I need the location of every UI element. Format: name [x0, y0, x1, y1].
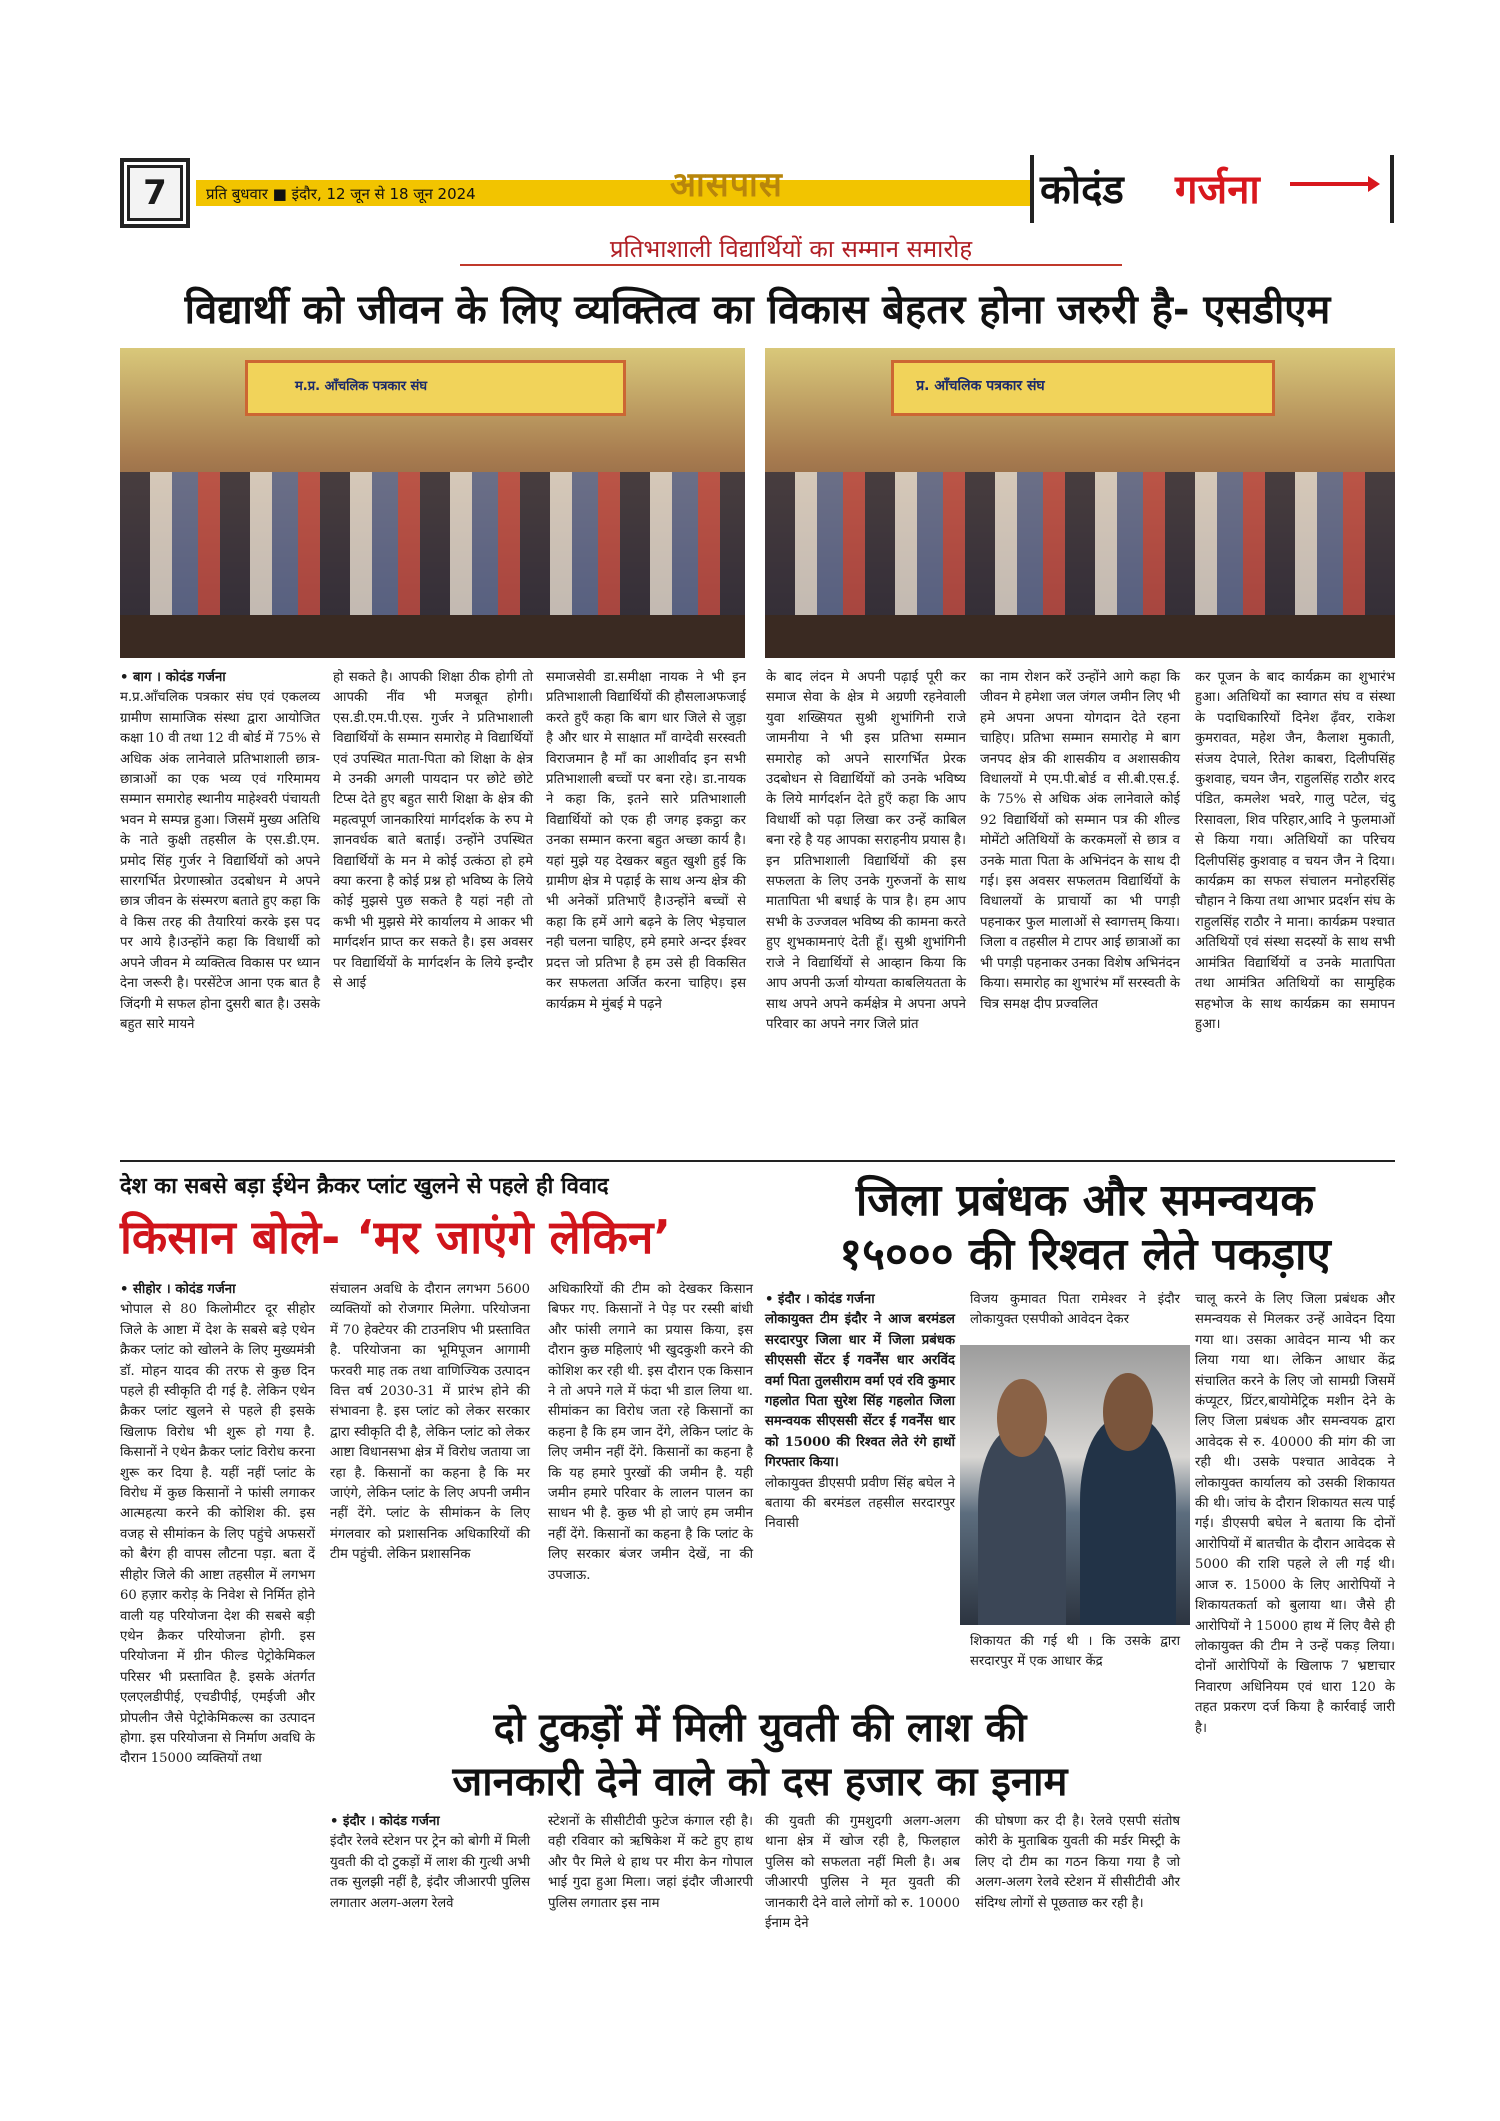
story2-column-2: संचालन अवधि के दौरान लगभग 5600 व्यक्तियों को रोजगार मिलेगा. परियोजना में 70 हेक्टेयर की टाउनशिप भी प्रस्तावित है. परियोजना का भूमिपूजन आगामी फरवरी माह तक तथा वाणिज्यिक उत्पादन वित्त वर्ष 2030-31 में प्रारंभ होने की संभावना है. इस प्लांट को लेकर सरकार द्वारा स्वीकृति दी है, लेकिन प्लांट को लेकर आष्टा विधानसभा क्षेत्र में विरोध जताया जा रहा है. किसानों का कहना है कि मर जाएंगे, लेकिन प्लांट के लिए अपनी जमीन नहीं देंगे. प्लांट के सीमांकन के लिए मंगलवार को प्रशासनिक अधिकारियों की टीम पहुंची. लेकिन प्रशासनिक [330, 1282, 530, 1563]
story3-column-2-top: विजय कुमावत पिता रामेश्वर ने इंदौर लोकायुक्त एसपीको आवेदन देकर [970, 1292, 1180, 1328]
photo-floor [120, 615, 745, 658]
person-head [997, 1379, 1048, 1457]
story1-column-2: हो सकते है। आपकी शिक्षा ठीक होगी तो आपकी नींव भी मजबूत होगी। एस.डी.एम.पी.एस. गुर्जर ने प्रतिभाशाली विद्यार्थियों के सम्मान समारोह मे विद्यार्थियों एवं उपस्थित माता-पिता को शिक्षा के क्षेत्र मे उनकी अगली पायदान पर छोटे छोटे टिप्स देते हुए बहुत सारी शिक्षा के क्षेत्र की महत्वपूर्ण जानकारियां मार्गदर्शक के रुप मे ज्ञानवर्धक बाते बताई। उन्होंने उपस्थित विद्यार्थियों के मन मे कोई उत्कंठा हो हमे क्या करना है कोई प्रश्न हो भविष्य के लिये कोई मुझसे पुछ सकते है यहां नही तो कभी भी मुझसे मेरे कार्यालय मे आकर भी मार्गदर्शन प्राप्त कर सकते है। इस अवसर पर विद्यार्थियों के मार्गदर्शन के लिये इन्दौर से आई [333, 670, 533, 992]
story1-kicker: प्रतिभाशाली विद्यार्थियों का सम्मान समारोह [609, 235, 973, 263]
story4-column-2: स्टेशनों के सीसीटीवी फुटेज कंगाल रही है। वही रविवार को ऋषिकेश में कटे हुए हाथ और पैर मिले थे हाथ पर मीरा केन गोपाल भाई गुदा हुआ मिला। जहां इंदौर जीआरपी पुलिस लगातार इस नाम [548, 1814, 753, 1911]
person-head [1103, 1373, 1154, 1451]
story3-headline-line1: जिला प्रबंधक और समन्वयक [855, 1175, 1315, 1226]
story4-column-3: की युवती की गुमशुदगी अलग-अलग थाना क्षेत्र में खोज रही है, फिलहाल पुलिस को सफलता नहीं मिली है। अब जीआरपी पुलिस ने मृत युवती की जानकारी देने वाले लोगों को रु. 10000 ईनाम देने [765, 1814, 960, 1932]
story1-byline: • बाग । कोदंड गर्जना [120, 670, 226, 685]
story1-column-3: समाजसेवी डा.समीक्षा नायक ने भी इन प्रतिभाशाली विद्यार्थियों की हौसलाअफजाई करते हुएँ कहा कि बाग धार जिले से जुड़ा है और धार मे साक्षात माँ वाग्देवी सरस्वती विराजमान है माँ का आशीर्वाद इन सभी प्रतिभाशाली बच्चों पर बना रहे। डा.नायक ने कहा कि, इतने सारे प्रतिभाशाली विद्यार्थियों को एक ही जगह इकट्ठा कर उनका सम्मान करना बहुत अच्छा कार्य है।यहां मुझे यह देखकर बहुत खुशी हुई कि ग्रामीण क्षेत्र मे पढ़ाई के साथ अन्य क्षेत्र की भी अनेकों प्रतिभाएँ है।उन्होंने बच्चों से कहा कि हमें आगे बढ़ने के लिए भेड़चाल नही चलना चाहिए, हमे हमारे अन्दर ईश्वर प्रदत्त जो प्रतिभा है हम उसे ही विकसित कर सफलता अर्जित करना चाहिए। इस कार्यक्रम मे मुंबई मे पढ़ने [546, 670, 746, 1012]
photo-banner-text: म.प्र. आँचलिक पत्रकार संघ [295, 378, 428, 394]
story1-column-6: कर पूजन के बाद कार्यक्रम का शुभारंभ हुआ। अतिथियों का स्वागत संघ व संस्था के पदाधिकारियों दिनेश ढ़ँवर, राकेश कुमरावत, महेश जैन, कैलाश मुकाती, संजय देपाले, रितेश काबरा, दिलीपसिंह कुशवाह, चयन जैन, राहुलसिंह राठौर शरद पंडित, कमलेश भवरे, गालु पटेल, चंदु रिसावला, शिव परिहार,आदि ने फुलमाओं से किया गया। अतिथियों का परिचय दिलीपसिंह कुशवाह व चयन जैन ने दिया। कार्यक्रम का सफल संचालन मनोहरसिंह चौहान ने किया तथा आभार प्रदर्शन संघ के राहुलसिंह राठौर ने माना। कार्यक्रम पश्चात अतिथियों एवं संस्था सदस्यों के साथ सभी आमंत्रित विद्यार्थियों व उनके मातापिता तथा आमंत्रित अतिथियों का सामुहिक सहभोज के साथ कार्यक्रम का समापन हुआ। [1195, 670, 1395, 1032]
story2-column-3: अधिकारियों की टीम को देखकर किसान बिफर गए. किसानों ने पेड़ पर रस्सी बांधी और फांसी लगाने का प्रयास किया, इस दौरान कुछ महिलाएं भी खुदकुशी करने की कोशिश कर रही थी. इस दौरान एक किसान ने तो अपने गले में फंदा भी डाल लिया था. सीमांकन का विरोध जता रहे किसानों का कहना है कि हम जान देंगे, लेकिन प्लांट के लिए जमीन नहीं देंगे. किसानों का कहना है कि यह हमारे पुरखों की जमीन है. यही जमीन हमारे परिवार के लालन पालन का साधन भी है. कुछ भी हो जाएं हम जमीन नहीं देंगे. किसानों का कहना है कि प्लांट के लिए सरकार बंजर जमीन देखें, ना की उपजाऊ. [548, 1282, 753, 1583]
brand-divider-right [1390, 155, 1394, 223]
brand-name-part1: कोदंड [1040, 167, 1124, 213]
kicker-underline [460, 264, 1122, 266]
award-ceremony-photo-1 [120, 348, 745, 658]
story4-column-4: की घोषणा कर दी है। रेलवे एसपी संतोष कोरी के मुताबिक युवती की मर्डर मिस्ट्री के लिए दो टीम का गठन किया गया है जो अलग-अलग रेलवे स्टेशन में सीसीटीवी और संदिग्ध लोगों से पूछताछ कर रही है। [975, 1814, 1180, 1911]
story4-byline: • इंदौर । कोदंड गर्जना [330, 1814, 440, 1829]
story3-byline: • इंदौर । कोदंड गर्जना [765, 1292, 875, 1307]
section-divider [120, 1160, 1395, 1162]
story4-headline-line2: जानकारी देने वाले को दस हजार का इनाम [452, 1759, 1068, 1805]
story3-lede: लोकायुक्त टीम इंदौर ने आज बरमंडल सरदारपुर जिला धार में जिला प्रबंधक सीएससी सेंटर ई गवर्नेंस धार अरविंद वर्मा पिता तुलसीराम वर्मा एवं रवि कुमार गहलोत पिता सुरेश सिंह गहलोत जिला समन्वयक सीएससी सेंटर ई गवर्नेंस धार को 15000 की रिश्वत लेते रंगे हाथों गिरफ्तार किया। [765, 1312, 955, 1471]
story2-column-1 [120, 1280, 315, 1770]
section-title: आसपास [670, 165, 783, 205]
story1-column-4: के बाद लंदन मे अपनी पढ़ाई पूरी कर समाज सेवा के क्षेत्र मे अग्रणी रहनेवाली युवा शख्सियत सुश्री शुभांगिनी राजे जामनीया ने भी इस प्रतिभा सम्मान समारोह को अपने सारगर्भित प्रेरक उदबोधन से विद्यार्थियों को उनके भविष्य के लिये मार्गदर्शन देते हुएँ कहा कि आप विधार्थी को पढ़ा लिखा कर उन्हें काबिल बना रहे है यह आपका सराहनीय प्रयास है। इन प्रतिभाशाली विद्यार्थियों की इस सफलता के लिए उनके गुरुजनों के साथ मातापिता भी बधाई के पात्र है। हम आप सभी के उज्जवल भविष्य की कामना करते हुए शुभकामनाएं देती हूँ। सुश्री शुभांगिनी राजे ने विद्यार्थियों से आव्हान किया कि आप अपनी ऊर्जा योग्यता काबलियतता के साथ अपने अपने कर्मक्षेत्र मे अपना अपने परिवार का अपने नगर जिले प्रांत [766, 670, 966, 1032]
story3-headline-line2: १५००० की रिश्वत लेते पकड़ाए [839, 1229, 1331, 1280]
story3-column-3: चालू करने के लिए जिला प्रबंधक और समन्वयक से मिलकर उन्हें आवेदन दिया गया था। उसका आवेदन मान्य भी कर लिया गया था। लेकिन आधार केंद्र संचालित करने के लिए जो सामग्री जिसमें कंप्यूटर, प्रिंटर,बायोमेट्रिक मशीन देने के लिए जिला प्रबंधक और समन्वयक द्वारा आवेदक से रु. 40000 की मांग की जा रही थी। उसके पश्चात आवेदक ने लोकायुक्त कार्यालय को उसकी शिकायत की थी। जांच के दौरान शिकायत सत्य पाई गई। डीएसपी बघेल ने बताया कि दोनों आरोपियों में बातचीत के दौरान आवेदक से 5000 की राशि पहले ले ली गई थी। आज रु. 15000 के लिए आरोपियों ने शिकायतकर्ता को बुलाया था। जैसे ही आरोपियों ने 15000 हाथ में लिए वैसे ही लोकायुक्त की टीम ने उन्हें पकड़ लिया। दोनों आरोपियों के खिलाफ 7 भ्रष्टाचार निवारण अधिनियम एवं धारा 120 के तहत प्रकरण दर्ज किया है कार्रवाई जारी है। [1195, 1292, 1395, 1736]
brand-divider-left [1030, 155, 1034, 223]
story3-col1-rest: लोकायुक्त डीएसपी प्रवीण सिंह बघेल ने बताया की बरमंडल तहसील सरदारपुर निवासी [765, 1475, 955, 1532]
story4-column-1 [330, 1812, 530, 1914]
story1-col1-text: म.प्र.आँचलिक पत्रकार संघ एवं एकलव्य ग्रामीण सामाजिक संस्था द्वारा आयोजित कक्षा 10 वी तथा 12 वी बोर्ड में 75% से अधिक अंक लानेवाले प्रतिभाशाली छात्र-छात्राओं का एक भव्य एवं गरिमामय सम्मान समारोह स्थानीय माहेश्वरी पंचायती भवन मे सम्पन्न हुआ। जिसमें मुख्य अतिथि के नाते कुक्षी तहसील के एस.डी.एम. प्रमोद सिंह गुर्जर ने विद्यार्थियों को अपने सारगर्भित प्रेरणास्त्रोत उदबोधन मे अपने छात्र जीवन के संस्मरण बताते हुए कहा कि वे किस तरह की तैयारियां करके इस पद पर आये है।उन्होंने कहा कि विधार्थी को अपने जीवन मे व्यक्तित्व विकास पर ध्यान देना जरूरी है। परसेंटेज आना एक बात है जिंदगी मे सफल होना दुसरी बात है। उसके बहुत सारे मायने [120, 690, 320, 1032]
story3-column-2-bottom: शिकायत की गई थी । कि उसके द्वारा सरदारपुर में एक आधार केंद्र [970, 1634, 1180, 1670]
award-ceremony-photo-2 [765, 348, 1395, 658]
photo-banner-text: प्र. आँचलिक पत्रकार संघ [916, 377, 1045, 394]
brand-name-part2: गर्जना [1175, 167, 1260, 213]
story1-column-5: का नाम रोशन करें उन्होंने आगे कहा कि जीवन मे हमेशा जल जंगल जमीन लिए भी हमे अपना अपना योगदान देते रहना चाहिए। प्रतिभा सम्मान समारोह मे बाग जनपद क्षेत्र की शासकीय व अशासकीय विधालयों मे एम.पी.बोर्ड व सी.बी.एस.ई. के 75% से अधिक अंक लानेवाले कोई 92 विद्यार्थियों को सम्मान पत्र की शील्ड मोमेंटो अतिथियों के करकमलों से छात्र व उनके माता पिता के अभिनंदन के साथ दी गई। इस अवसर सफलतम विद्यार्थियों के विधालयों के प्राचार्यो का भी पगड़ी पहनाकर फुल मालाओं से स्वागत्तम् किया।जिला व तहसील मे टापर आई छात्राओं का भी पगड़ी पहनाकर उनका विशेष अभिनंदन किया। समारोह का शुभारंभ माँ सरस्वती के चित्र समक्ष दीप प्रज्वलित [980, 670, 1180, 1012]
date-line: प्रति बुधवार ■ इंदौर, 12 जून से 18 जून 2024 [206, 185, 476, 203]
story1-column-1 [120, 668, 320, 1035]
person-silhouette [978, 1429, 1065, 1625]
story4-headline-line1: दो टुकड़ों में मिली युवती की लाश की [493, 1705, 1027, 1751]
page-number: 7 [120, 158, 190, 228]
photo-floor [765, 615, 1395, 658]
story2-headline: किसान बोले- ‘मर जाएंगे लेकिन’ [120, 1210, 671, 1264]
arrow-logo-icon [1290, 174, 1380, 194]
story2-byline: • सीहोर । कोदंड गर्जना [120, 1282, 236, 1297]
story1-headline: विद्यार्थी को जीवन के लिए व्यक्तित्व का विकास बेहतर होना जरुरी है- एसडीएम [184, 287, 1331, 333]
story2-col1-text: भोपाल से 80 किलोमीटर दूर सीहोर जिले के आष्टा में देश के सबसे बड़े एथेन क्रैकर प्लांट को खोलने के लिए मुख्यमंत्री डॉ. मोहन यादव की तरफ से कुछ दिन पहले ही स्वीकृति दी गई है. लेकिन एथेन क्रैकर प्लांट खुलने से पहले ही इसके खिलाफ विरोध भी शुरू हो गया है. किसानों ने एथेन क्रैकर प्लांट विरोध करना शुरू कर दिया है. यहीं नहीं प्लांट के विरोध में कुछ किसानों ने फांसी लगाकर आत्महत्या करने की कोशिश की. इस वजह से सीमांकन के लिए पहुंचे अफसरों को बैरंग ही वापस लौटना पड़ा. बता दें सीहोर जिले की आष्टा तहसील में लगभग 60 हज़ार करोड़ के निवेश से निर्मित होने वाली यह परियोजना देश की सबसे बड़ी एथेन क्रैकर परियोजना होगी. इस परियोजना में ग्रीन फील्ड पेट्रोकेमिकल परिसर भी प्रस्तावित है. इसके अंतर्गत एलएलडीपीई, एचडीपीई, एमईजी और प्रोपलीन जैसे पेट्रोकेमिकल्स का उत्पादन होगा. इस परियोजना से निर्माण अवधि के दौरान 15000 व्यक्तियों तथा [120, 1302, 315, 1767]
story3-column-1 [765, 1290, 955, 1535]
story2-kicker: देश का सबसे बड़ा ईथेन क्रैकर प्लांट खुलने से पहले ही विवाद [120, 1174, 609, 1199]
story4-col1-text: इंदौर रेलवे स्टेशन पर ट्रेन को बोगी में मिली युवती की दो टुकड़ों में लाश की गुत्थी अभी तक सुलझी नहीं है, इंदौर जीआरपी पुलिस लगातार अलग-अलग रेलवे [330, 1834, 530, 1911]
accused-photo [960, 1345, 1190, 1625]
